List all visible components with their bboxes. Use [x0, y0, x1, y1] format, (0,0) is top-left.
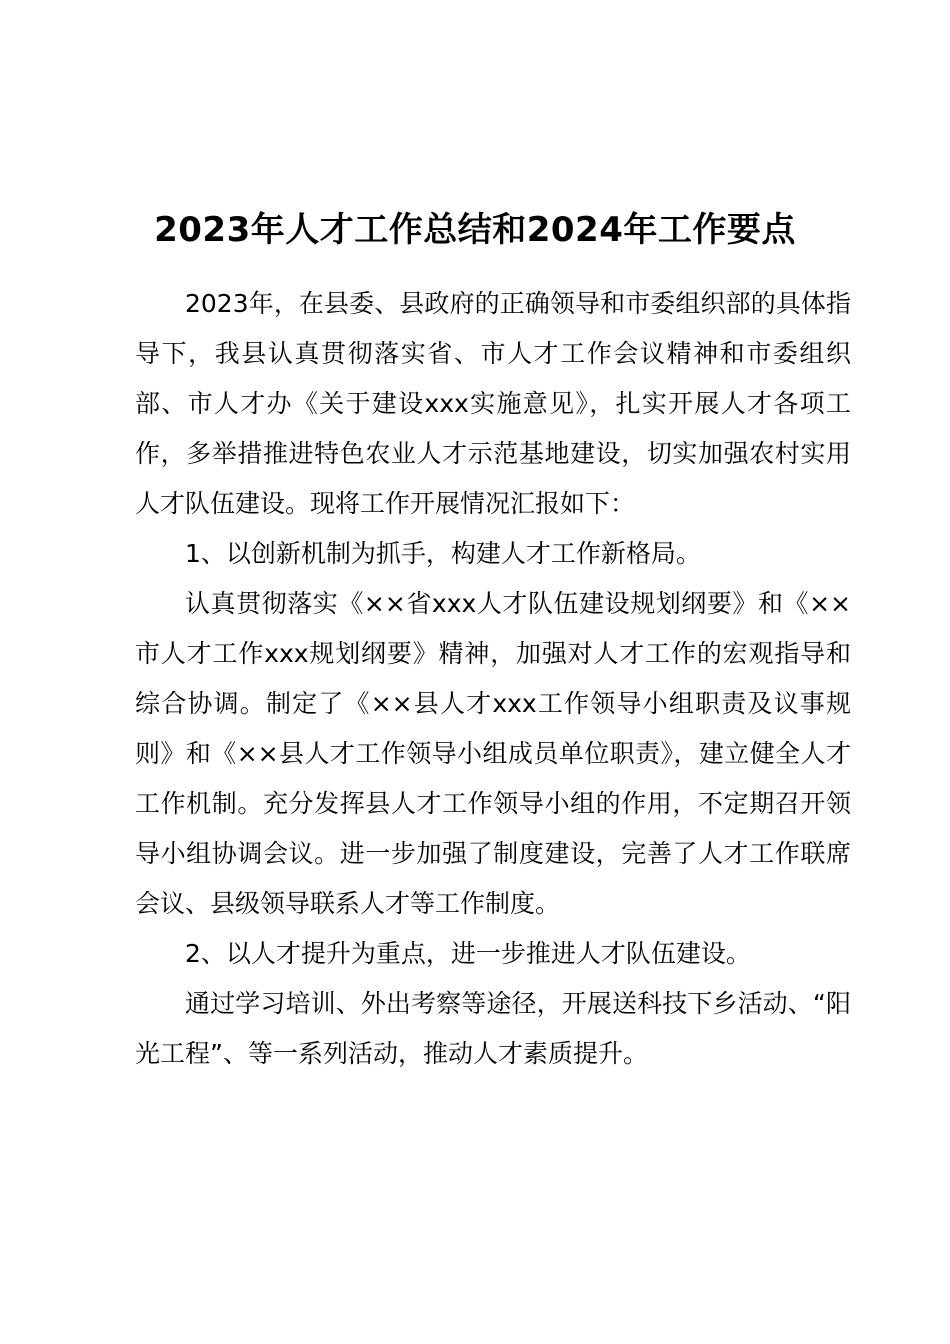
- paragraph-section-2: 通过学习培训、外出考察等途径，开展送科技下乡活动、“阳光工程”、等一系列活动，推动人才素质提升。: [135, 989, 851, 1068]
- heading-section-1: 1、以创新机制为抓手，构建人才工作新格局。: [185, 539, 701, 568]
- document-title: 2023年人才工作总结和2024年工作要点: [154, 210, 796, 250]
- heading-section-2: 2、以人才提升为重点，进一步推进人才队伍建设。: [185, 939, 751, 968]
- paragraph-intro: 2023年，在县委、县政府的正确领导和市委组织部的具体指导下，我县认真贯彻落实省、市人才工作会议精神和市委组织部、市人才办《关于建设xxx实施意见》，扎实开展人才各项工作，多举措推进特色农业人才示范基地建设，切实加强农村实用人才队伍建设。现将工作开展情况汇报如下：: [135, 289, 851, 518]
- document-body: [135, 279, 851, 1079]
- paragraph-section-1: 认真贯彻落实《××省xxx人才队伍建设规划纲要》和《××市人才工作xxx规划纲要》精神，加强对人才工作的宏观指导和综合协调。制定了《××县人才xxx工作领导小组职责及议事规则》和《××县人才工作领导小组成员单位职责》，建立健全人才工作机制。充分发挥县人才工作领导小组的作用，不定期召开领导小组协调会议。进一步加强了制度建设，完善了人才工作联席会议、县级领导联系人才等工作制度。: [135, 589, 851, 918]
